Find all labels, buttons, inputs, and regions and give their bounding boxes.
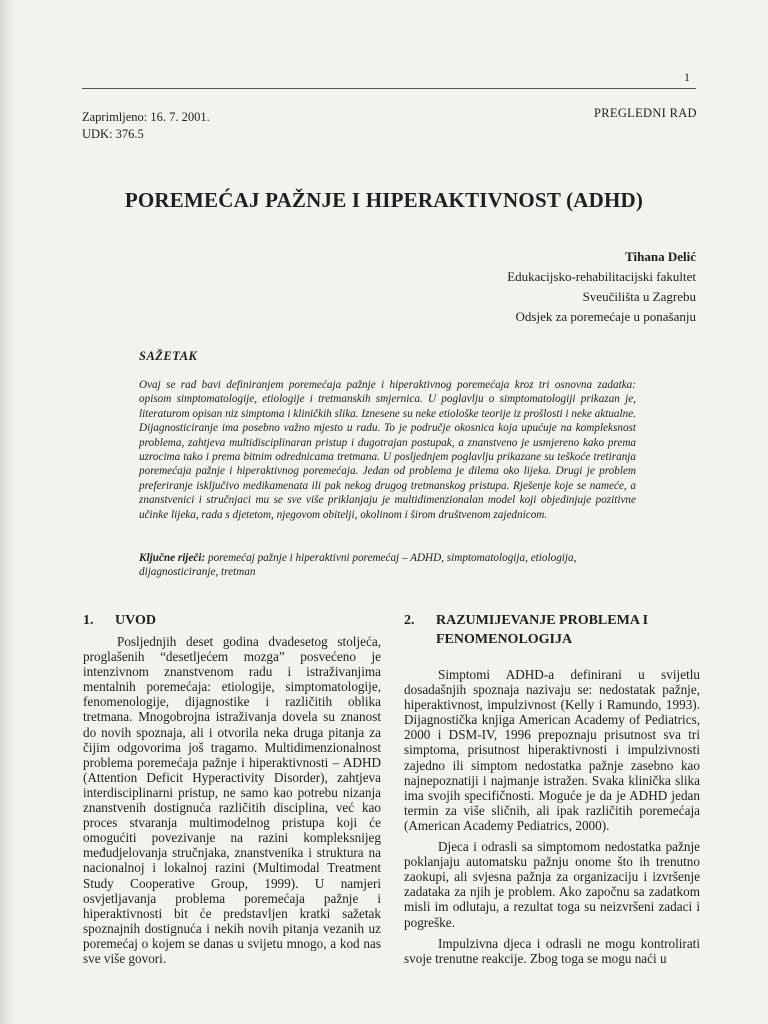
section-number: 1. bbox=[83, 613, 94, 628]
column-right bbox=[404, 611, 700, 966]
section-paragraph: Djeca i odrasli sa simptomom nedostatka pažnje poklanjaju automatsku pažnju onome što ih trenutno zaokupi, ali svjesna pažnja za organizaciju i izvršenje zadataka za njih je problem. Ako započnu sa zadatkom misli im odlutaju, a rezultat toga su neizvršeni zadaci i pogreške. bbox=[404, 839, 700, 930]
keywords-block bbox=[139, 551, 636, 580]
udk-code: UDK: 376.5 bbox=[82, 127, 144, 141]
abstract-text: Ovaj se rad bavi definiranjem poremećaja pažnje i hiperaktivnog poremećaja kroz tri osnovna zadatka: opisom simptomatologije, etiologije i tretmanskih smjernica. U poglavlju o simptomatologiji prikazan je, literaturom opisan niz simptoma i kliničkih slika. Iznesene su neke etiološke teorije iz prošlosti i neke aktualne. Dijagnosticiranje ima posebno važno mjesto u radu. To je područje okosnica koja upućuje na kompleksnost problema, zahtjeva multidisciplinaran pristup i dugotrajan postupak, a znanstveno je usmjereno kako prema uzrocima tako i prema bitnim odrednicama tretmana. U posljednjem poglavlju prikazane su teškoće tretiranja poremećaja pažnje i hiperaktivnog poremećaja. Jedan od problema je dilema oko lijeka. Drugi je problem preferiranje isključivo medikamenata ili pak nekog drugog tretmanskog pristupa. Rješenje koje se nameće, a znanstvenici i stručnjaci mu se sve više priklanjaju je multidimenzionalan model koji objedinjuje pozitivne učinke lijeka, rada s djetetom, njegovom obitelji, okolinom i širom društvenom zajednicom. bbox=[139, 379, 636, 521]
section-heading-uvod bbox=[83, 611, 381, 630]
header-rule bbox=[82, 88, 696, 89]
paper-title: POREMEĆAJ PAŽNJE I HIPERAKTIVNOST (ADHD) bbox=[124, 188, 644, 212]
section-paragraph: Simptomi ADHD-a definirani u svijetlu dosadašnjih spoznaja nazivaju se: nedostatak pažnje, hiperaktivnost, impulzivnost (Kelly i Ramundo, 1993). Dijagnostička knjiga American Academy of Pediatrics, 2000 i DSM-IV, 1996 prepoznaju prisutnost sva tri simptoma, prisutnost hiperaktivnosti i impulzivnosti zajedno ili simptom nedostatka pažnje zasebno kao najnepoznatiji i najmanje istražen. Svaka klinička slika ima svojih specifičnosti. Moguće je da je ADHD jedan termin za više sličnih, ali ipak različitih poremećaja (American Academy Pediatrics, 2000). bbox=[404, 667, 700, 833]
keywords-text: poremećaj pažnje i hiperaktivni poremećaj – ADHD, simptomatologija, etiologija, dijagnosticiranje, tretman bbox=[139, 552, 577, 579]
author-affiliation-university: Sveučilišta u Zagrebu bbox=[582, 289, 696, 304]
author-affiliation-faculty: Edukacijsko-rehabilitacijski fakultet bbox=[507, 269, 696, 284]
author-affiliation-department: Odsjek za poremećaje u ponašanju bbox=[515, 309, 696, 324]
author-name: Tihana Delić bbox=[625, 249, 696, 264]
author-block bbox=[507, 247, 696, 327]
page-number: 1 bbox=[684, 70, 690, 84]
received-block bbox=[82, 109, 210, 143]
abstract-heading: SAŽETAK bbox=[139, 349, 198, 363]
paper-type-label: PREGLEDNI RAD bbox=[594, 106, 697, 120]
column-left bbox=[83, 611, 381, 966]
section-title: RAZUMIJEVANJE PROBLEMA I FENOMENOLOGIJA bbox=[436, 613, 649, 647]
section-title: UVOD bbox=[115, 613, 156, 628]
section-paragraph: Posljednjih deset godina dvadesetog stoljeća, proglašenih “desetljećem mozga” posvećeno je intenzivnom znanstvenom radu i istraživanjima mentalnih poremećaja: etiologije, simptomatologije, fenomenologije, dijagnostike i različitih oblika tretmana. Mnogobrojna istraživanja dovela su znanost do novih spoznaja, ali i otvorila neka druga pitanja za čijim odgovorima još tragamo. Multidimenzionalnost problema poremećaja pažnje i hiperaktivnosti – ADHD (Attention Deficit Hyperactivity Disorder), zahtjeva interdisciplinarni pristup, ne samo kao potrebu nizanja znanstvenih dostignuća različitih disciplina, već kao proces stvaranja multimodelnog pristupa koji će omogućiti povezivanje na razini kompleksnijeg međudjelovanja stručnjaka, znanstvenika i struktura na nacionalnoj i lokalnoj razini (Multimodal Treatment Study Cooperative Group, 1999). U namjeri osvjetljavanja problema poremećaja pažnje i hiperaktivnosti bit će predstavljen kratki sažetak spoznajnih dostignuća i nekih novih pitanja vezanih uz poremećaj o kojem se danas u svijetu mnogo, a kod nas sve više govori. bbox=[83, 634, 381, 966]
scan-edge-shadow bbox=[0, 0, 14, 1024]
received-date: Zaprimljeno: 16. 7. 2001. bbox=[82, 110, 210, 124]
section-number: 2. bbox=[404, 613, 415, 628]
section-paragraph: Impulzivna djeca i odrasli ne mogu kontrolirati svoje trenutne reakcije. Zbog toga se mogu naći u bbox=[404, 935, 700, 966]
keywords-label: Ključne riječi: bbox=[139, 552, 206, 564]
section-heading-razumijevanje bbox=[404, 611, 700, 649]
